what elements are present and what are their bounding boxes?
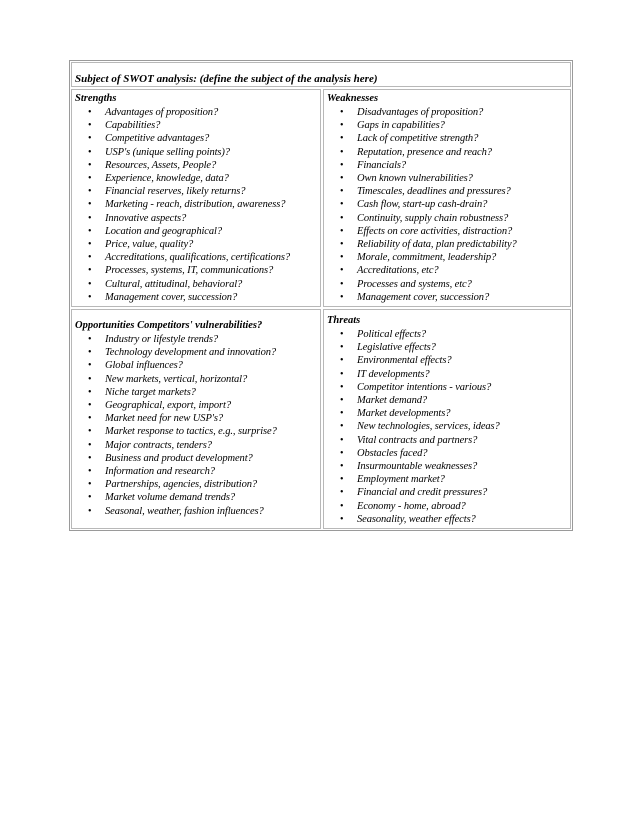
- list-item: • Reliability of data, plan predictability?: [327, 238, 568, 251]
- list-item: • Cash flow, start-up cash-drain?: [327, 198, 568, 211]
- list-item: • Capabilities?: [75, 119, 318, 132]
- list-item: • Global influences?: [75, 359, 318, 372]
- list-item: • Industry or lifestyle trends?: [75, 333, 318, 346]
- threats-cell: [323, 309, 571, 529]
- list-item: • Processes, systems, IT, communications?: [75, 264, 318, 277]
- list-item: • Processes and systems, etc?: [327, 278, 568, 291]
- list-item: • Market need for new USP's?: [75, 412, 318, 425]
- list-item: • Innovative aspects?: [75, 212, 318, 225]
- list-item: • Market developments?: [327, 407, 568, 420]
- list-item: • Disadvantages of proposition?: [327, 106, 568, 119]
- list-item: • Reputation, presence and reach?: [327, 146, 568, 159]
- strengths-title: Strengths: [75, 93, 117, 104]
- list-item: • New markets, vertical, horizontal?: [75, 373, 318, 386]
- swot-row-top: [71, 89, 571, 307]
- strengths-cell: [71, 89, 321, 307]
- list-item: • New technologies, services, ideas?: [327, 420, 568, 433]
- list-item: • Political effects?: [327, 328, 568, 341]
- list-item: • Cultural, attitudinal, behavioral?: [75, 278, 318, 291]
- list-item: • Accreditations, qualifications, certifications?: [75, 251, 318, 264]
- list-item: • Morale, commitment, leadership?: [327, 251, 568, 264]
- list-item: • Competitive advantages?: [75, 132, 318, 145]
- threats-title: Threats: [327, 315, 361, 326]
- list-item: • Partnerships, agencies, distribution?: [75, 478, 318, 491]
- list-item: • Market response to tactics, e.g., surprise?: [75, 425, 318, 438]
- weaknesses-title: Weaknesses: [327, 93, 379, 104]
- strengths-list: [75, 106, 318, 304]
- weaknesses-list: [327, 106, 568, 304]
- list-item: • Location and geographical?: [75, 225, 318, 238]
- list-item: • Management cover, succession?: [75, 291, 318, 304]
- list-item: • Lack of competitive strength?: [327, 132, 568, 145]
- threats-list: [327, 328, 568, 526]
- list-item: • Timescales, deadlines and pressures?: [327, 185, 568, 198]
- list-item: • Economy - home, abroad?: [327, 500, 568, 513]
- list-item: • Gaps in capabilities?: [327, 119, 568, 132]
- list-item: • Obstacles faced?: [327, 447, 568, 460]
- list-item: • Price, value, quality?: [75, 238, 318, 251]
- list-item: • Legislative effects?: [327, 341, 568, 354]
- opportunities-title: Opportunities Competitors' vulnerabilities?: [75, 320, 263, 331]
- list-item: • Financial reserves, likely returns?: [75, 185, 318, 198]
- list-item: • IT developments?: [327, 368, 568, 381]
- list-item: • Effects on core activities, distraction?: [327, 225, 568, 238]
- list-item: • Own known vulnerabilities?: [327, 172, 568, 185]
- list-item: • Experience, knowledge, data?: [75, 172, 318, 185]
- list-item: • Employment market?: [327, 473, 568, 486]
- list-item: • Technology development and innovation?: [75, 346, 318, 359]
- list-item: • Seasonality, weather effects?: [327, 513, 568, 526]
- list-item: • Management cover, succession?: [327, 291, 568, 304]
- list-item: • Market demand?: [327, 394, 568, 407]
- list-item: • Marketing - reach, distribution, awareness?: [75, 198, 318, 211]
- weaknesses-cell: [323, 89, 571, 307]
- list-item: • Continuity, supply chain robustness?: [327, 212, 568, 225]
- list-item: • Advantages of proposition?: [75, 106, 318, 119]
- list-item: • USP's (unique selling points)?: [75, 146, 318, 159]
- list-item: • Geographical, export, import?: [75, 399, 318, 412]
- list-item: • Environmental effects?: [327, 354, 568, 367]
- swot-row-bottom: [71, 309, 571, 529]
- swot-subject-header: Subject of SWOT analysis: (define the subject of the analysis here): [71, 62, 571, 87]
- opportunities-cell: [71, 309, 321, 529]
- list-item: • Vital contracts and partners?: [327, 434, 568, 447]
- swot-table: [69, 60, 573, 531]
- list-item: • Insurmountable weaknesses?: [327, 460, 568, 473]
- list-item: • Business and product development?: [75, 452, 318, 465]
- list-item: • Competitor intentions - various?: [327, 381, 568, 394]
- opportunities-list: [75, 333, 318, 518]
- list-item: • Major contracts, tenders?: [75, 439, 318, 452]
- list-item: • Information and research?: [75, 465, 318, 478]
- list-item: • Resources, Assets, People?: [75, 159, 318, 172]
- list-item: • Niche target markets?: [75, 386, 318, 399]
- list-item: • Financials?: [327, 159, 568, 172]
- list-item: • Seasonal, weather, fashion influences?: [75, 505, 318, 518]
- list-item: • Accreditations, etc?: [327, 264, 568, 277]
- list-item: • Financial and credit pressures?: [327, 486, 568, 499]
- list-item: • Market volume demand trends?: [75, 491, 318, 504]
